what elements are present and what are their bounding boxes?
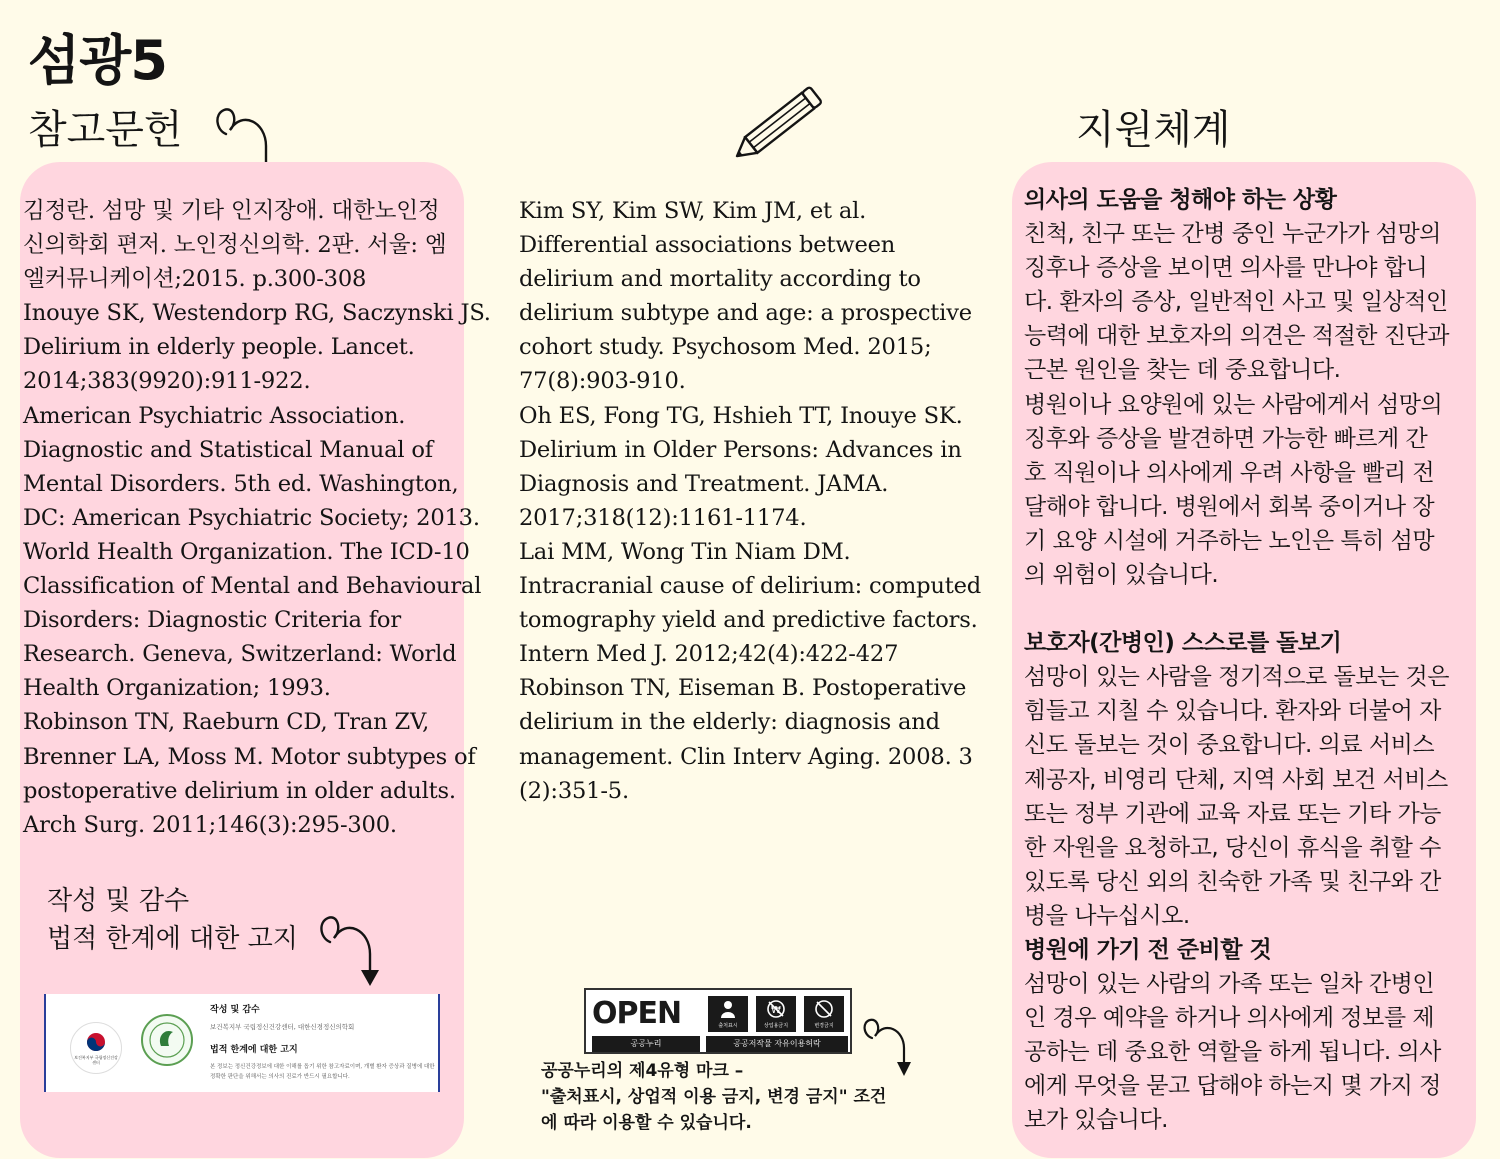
- reference-line: 신의학회 편저. 노인정신의학. 2판. 서울: 엠: [23, 232, 447, 259]
- support-heading: 지원체계: [1076, 107, 1231, 153]
- support-line: 징후와 증상을 발견하면 가능한 빠르게 간: [1024, 425, 1428, 452]
- support-line: 친척, 친구 또는 간병 중인 누군가가 섬망의: [1024, 221, 1441, 248]
- pencil-icon: [726, 78, 836, 168]
- references-list-left: [23, 194, 491, 842]
- reference-line: Mental Disorders. 5th ed. Washington,: [23, 470, 459, 497]
- reference-line: American Psychiatric Association.: [23, 402, 406, 429]
- reference-line: Delirium in elderly people. Lancet.: [23, 334, 415, 361]
- reference-line: Arch Surg. 2011;146(3):295-300.: [23, 811, 397, 838]
- notice-subtitle: 보건복지부 국립정신건강센터, 대한신경정신의학회: [210, 1023, 355, 1031]
- curly-arrow-icon: [316, 908, 386, 988]
- reference-line: tomography yield and predictive factors.: [519, 607, 978, 634]
- kogl-logo-sub: 공공누리: [592, 1036, 700, 1052]
- support-line: 제공자, 비영리 단체, 지역 사회 보건 서비스: [1024, 766, 1448, 793]
- section-gap: [1024, 592, 1449, 626]
- support-line: 또는 정부 기관에 교육 자료 또는 기타 가능: [1024, 800, 1441, 827]
- reference-line: Delirium in Older Persons: Advances in: [519, 436, 962, 463]
- kogl-caption-line: 에 따라 이용할 수 있습니다.: [541, 1113, 752, 1133]
- kogl-caption-line: 공공누리의 제4유형 마크 –: [541, 1061, 744, 1081]
- svg-text:₩: ₩: [771, 1005, 781, 1016]
- reference-line: 77(8):903-910.: [519, 368, 686, 395]
- reference-line: Inouye SK, Westendorp RG, Saczynski JS.: [23, 300, 491, 327]
- reference-line: management. Clin Interv Aging. 2008. 3: [519, 743, 973, 770]
- reference-line: Brenner LA, Moss M. Motor subtypes of: [23, 743, 476, 770]
- support-line: 의 위험이 있습니다.: [1024, 562, 1219, 589]
- reference-line: Oh ES, Fong TG, Hshieh TT, Inouye SK.: [519, 402, 963, 429]
- reference-line: Intern Med J. 2012;42(4):422-427: [519, 641, 899, 668]
- section-title-see-doctor: 의사의 도움을 청해야 하는 상황: [1024, 187, 1337, 213]
- reference-line: Classification of Mental and Behavioural: [23, 573, 482, 600]
- reference-line: Diagnostic and Statistical Manual of: [23, 436, 433, 463]
- reference-line: cohort study. Psychosom Med. 2015;: [519, 334, 932, 361]
- notice-body: 본 정보는 정신건강정보에 대한 이해를 돕기 위한 참고자료이며, 개별 환자 증상과 질병에 대한 정확한 판단을 위해서는 의사의 진료가 반드시 필요합니다.: [210, 1064, 435, 1080]
- association-seal-icon: [141, 1014, 193, 1066]
- reference-line: (2):351-5.: [519, 777, 629, 804]
- support-line: 병원이나 요양원에 있는 사람에게서 섬망의: [1024, 391, 1443, 418]
- kogl-icon-row: [706, 994, 848, 1034]
- reference-line: postoperative delirium in older adults.: [23, 777, 456, 804]
- credits-line-legal: 법적 한계에 대한 고지: [47, 924, 298, 954]
- kogl-strip: 공공저작물 자유이용허락: [706, 1036, 848, 1052]
- support-line: 신도 돌보는 것이 중요합니다. 의료 서비스: [1024, 732, 1435, 759]
- support-line: 섬망이 있는 사람을 정기적으로 돌보는 것은: [1024, 664, 1449, 691]
- support-line: 힘들고 지칠 수 있습니다. 환자와 더불어 자: [1024, 698, 1441, 725]
- reference-line: Robinson TN, Raeburn CD, Tran ZV,: [23, 709, 430, 736]
- support-line: 에게 무엇을 묻고 답해야 하는지 몇 가지 정: [1024, 1073, 1441, 1100]
- reference-line: 2014;383(9920):911-922.: [23, 368, 311, 395]
- reference-line: Research. Geneva, Switzerland: World: [23, 641, 457, 668]
- support-line: 있도록 당신 외의 친숙한 가족 및 친구와 간: [1024, 868, 1441, 895]
- credits-line-review: 작성 및 감수: [47, 886, 190, 916]
- reference-line: delirium in the elderly: diagnosis and: [519, 709, 940, 736]
- support-line: 공하는 데 중요한 역할을 하게 됩니다. 의사: [1024, 1039, 1441, 1066]
- reference-line: delirium subtype and age: a prospective: [519, 300, 972, 327]
- support-line: 한 자원을 요청하고, 당신이 휴식을 취할 수: [1024, 834, 1441, 861]
- support-line: 섬망이 있는 사람의 가족 또는 일차 간병인: [1024, 971, 1435, 998]
- kogl-logo-text: OPEN: [592, 996, 682, 1031]
- reference-line: Diagnosis and Treatment. JAMA.: [519, 470, 889, 497]
- reference-line: Robinson TN, Eiseman B. Postoperative: [519, 675, 967, 702]
- reference-line: 2017;318(12):1161-1174.: [519, 504, 807, 531]
- reference-line: 김정란. 섬망 및 기타 인지장애. 대한노인정: [23, 198, 440, 224]
- section-title-self-care: 보호자(간병인) 스스로를 돌보기: [1024, 630, 1342, 657]
- reference-line: Health Organization; 1993.: [23, 675, 331, 702]
- support-line: 인 경우 예약을 하거나 의사에게 정보를 제: [1024, 1005, 1435, 1032]
- reference-line: World Health Organization. The ICD-10: [23, 538, 470, 565]
- kogl-caption-line: "출처표시, 상업적 이용 금지, 변경 금지" 조건: [541, 1087, 887, 1107]
- reference-line: Disorders: Diagnostic Criteria for: [23, 607, 401, 634]
- support-line: 달해야 합니다. 병원에서 회복 중이거나 장: [1024, 493, 1435, 520]
- section-title-preparation: 병원에 가기 전 준비할 것: [1024, 936, 1272, 963]
- support-line: 근본 원인을 찾는 데 중요합니다.: [1024, 357, 1341, 384]
- support-line: 다. 환자의 증상, 일반적인 사고 및 일상적인: [1024, 289, 1448, 316]
- kogl-caption: [541, 1058, 886, 1136]
- support-line: 보가 있습니다.: [1024, 1107, 1168, 1134]
- support-line: 병을 나누십시오.: [1024, 902, 1190, 929]
- support-content: [1024, 183, 1449, 1138]
- reference-line: DC: American Psychiatric Society; 2013.: [23, 504, 480, 531]
- notice-heading: 법적 한계에 대한 고지: [210, 1045, 298, 1055]
- reference-line: Kim SY, Kim SW, Kim JM, et al.: [519, 198, 867, 224]
- support-line: 기 요양 시설에 거주하는 노인은 특히 섬망: [1024, 527, 1435, 554]
- seal-label: 보건복지부 국립정신건강센터: [74, 1055, 118, 1065]
- reference-line: 엘커뮤니케이션;2015. p.300-308: [23, 266, 367, 293]
- support-line: 호 직원이나 의사에게 우려 사항을 빨리 전: [1024, 459, 1435, 486]
- noderivatives-icon: 변경금지: [804, 996, 844, 1032]
- reference-line: Intracranial cause of delirium: computed: [519, 573, 982, 600]
- attribution-icon: 출처표시: [708, 996, 748, 1032]
- notice-title: 작성 및 감수: [210, 1005, 260, 1015]
- references-heading: 참고문헌: [28, 107, 183, 153]
- kogl-license-icon: [584, 988, 852, 1054]
- support-line: 능력에 대한 보호자의 의견은 적절한 진단과: [1024, 323, 1449, 350]
- reference-line: Differential associations between: [519, 232, 896, 259]
- noncommercial-icon: ₩ 상업용금지: [756, 996, 796, 1032]
- reference-line: Lai MM, Wong Tin Niam DM.: [519, 538, 851, 565]
- government-seal-icon: [70, 1022, 122, 1074]
- credits-block: [47, 882, 298, 958]
- reference-line: delirium and mortality according to: [519, 266, 921, 293]
- support-line: 징후나 증상을 보이면 의사를 만나야 합니: [1024, 255, 1428, 282]
- notice-card: [44, 994, 440, 1092]
- page-title: 섬광5: [28, 29, 167, 92]
- references-list-middle: [519, 194, 981, 808]
